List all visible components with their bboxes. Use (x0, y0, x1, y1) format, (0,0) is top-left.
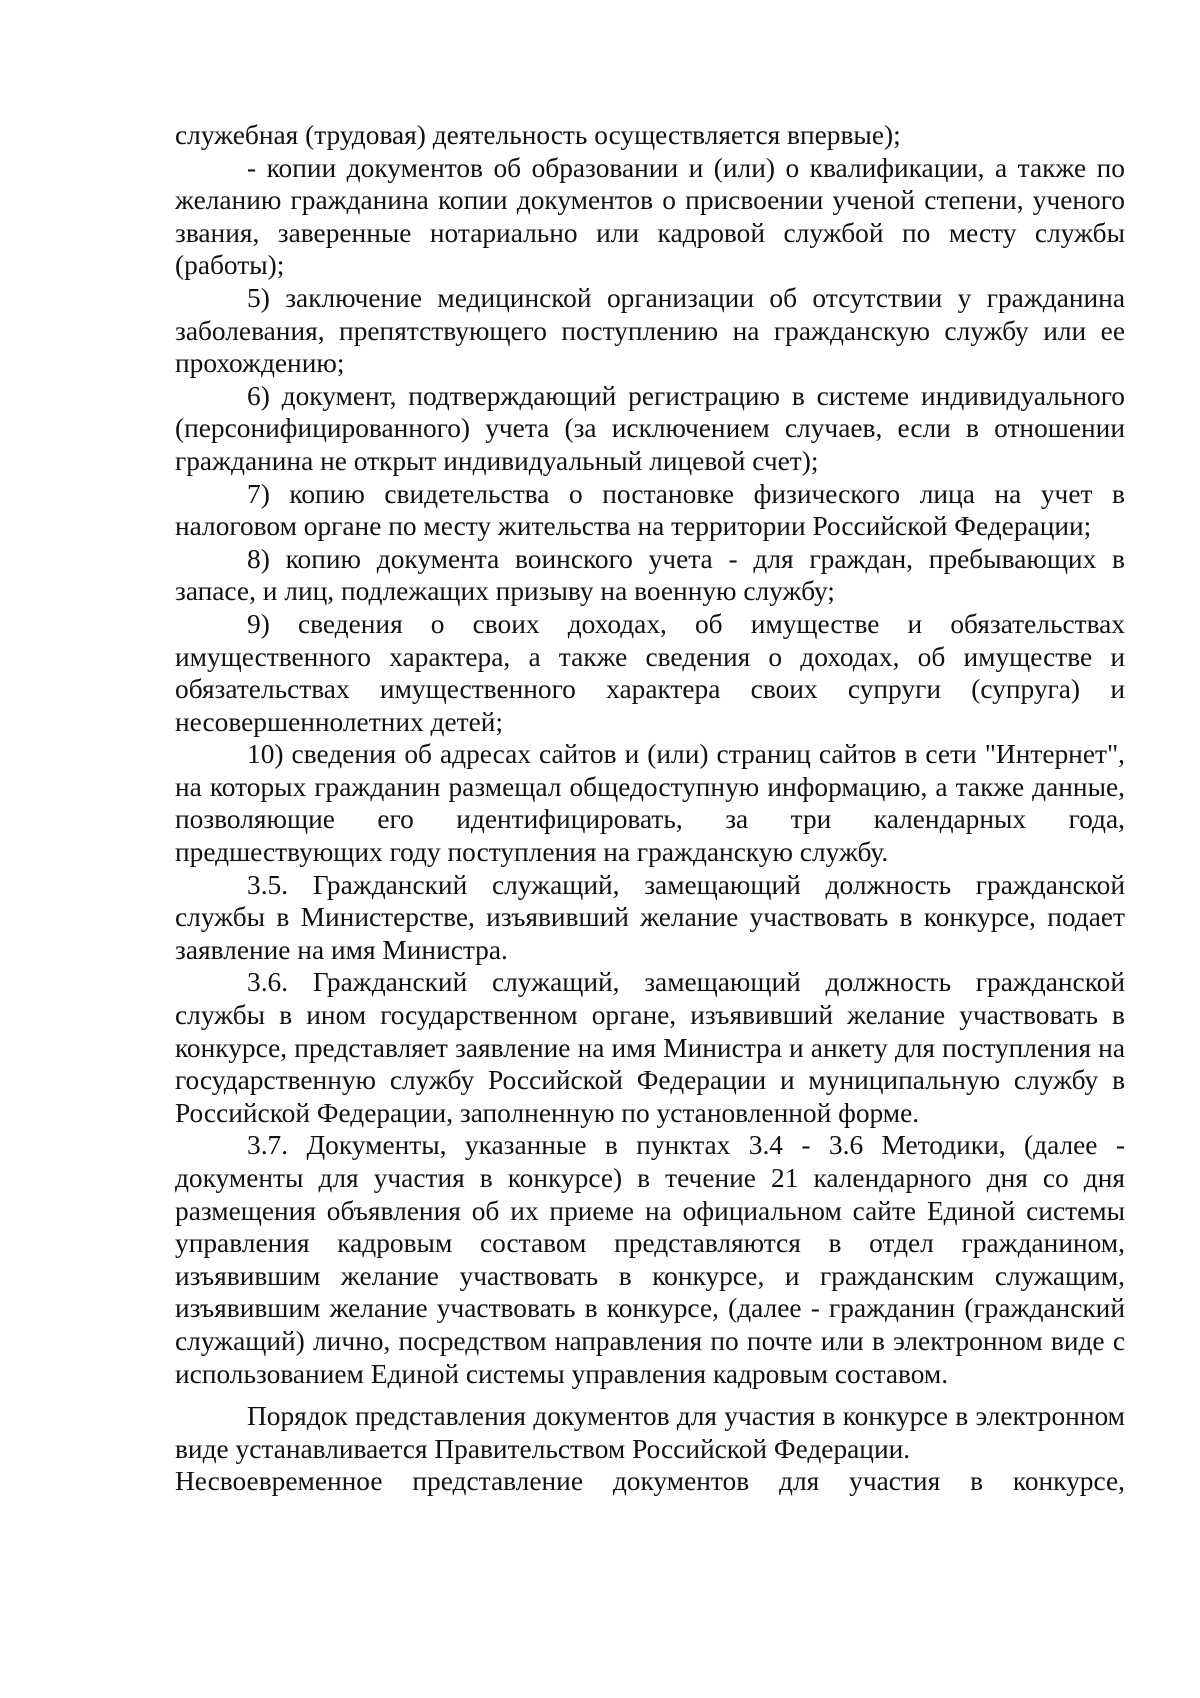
paragraph-item-6: 6) документ, подтверждающий регистрацию в системе индивидуального (персонифицированного) учета (за исключением случаев, если в отношении гражданина не открыт индивидуальный лицевой счет); (175, 380, 1125, 476)
paragraph-item-7: 7) копию свидетельства о постановке физического лица на учет в налоговом органе по месту жительства на территории Российской Федерации; (175, 478, 1125, 542)
paragraph-continuation: служебная (трудовая) деятельность осуществляется впервые); (175, 120, 901, 150)
paragraph-education-copies: - копии документов об образовании и (или) о квалификации, а также по желанию гражданина копии документов о присвоении ученой степени, ученого звания, заверенные нотариально или кадровой службой по месту службы (работы); (175, 152, 1125, 281)
paragraph-electronic-procedure: Порядок представления документов для участия в конкурсе в электронном виде устанавливается Правительством Российской Федерации. (175, 1401, 1125, 1464)
document-body (175, 119, 1125, 1498)
paragraph-item-10: 10) сведения об адресах сайтов и (или) страниц сайтов в сети "Интернет", на которых гражданин размещал общедоступную информацию, а также данные, позволяющие его идентифицировать, за три календарных года, предшествующих году поступления на гражданскую службу. (175, 739, 1125, 868)
paragraph-section-3-5: 3.5. Гражданский служащий, замещающий должность гражданской службы в Министерстве, изъявивший желание участвовать в конкурсе, подает заявление на имя Министра. (175, 869, 1125, 965)
paragraph-item-5: 5) заключение медицинской организации об отсутствии у гражданина заболевания, препятствующего поступлению на гражданскую службу или ее прохождению; (175, 282, 1125, 379)
paragraph-item-8: 8) копию документа воинского учета - для граждан, пребывающих в запасе, и лиц, подлежащих призыву на военную службу; (175, 543, 1125, 607)
paragraph-section-3-6: 3.6. Гражданский служащий, замещающий должность гражданской службы в ином государственном органе, изъявивший желание участвовать в конкурсе, представляет заявление на имя Министра и анкету для поступления на государственную службу Российской Федерации и муниципальную службу в Российской Федерации, заполненную по установленной форме. (175, 967, 1125, 1128)
paragraph-section-3-7: 3.7. Документы, указанные в пунктах 3.4 - 3.6 Методики, (далее - документы для участия в конкурсе) в течение 21 календарного дня со дня размещения объявления об их приеме на официальном сайте Единой системы управления кадровым составом представляются в отдел гражданином, изъявившим желание участвовать в конкурсе, и гражданским служащим, изъявившим желание участвовать в конкурсе, (далее - гражданин (гражданский служащий) лично, посредством направления по почте или в электронном виде с использованием Единой системы управления кадровым составом. (175, 1130, 1125, 1389)
paragraph-late-submission: Несвоевременное представление документов для участия в конкурсе, (175, 1466, 1125, 1497)
paragraph-item-9: 9) сведения о своих доходах, об имуществе и обязательствах имущественного характера, а также сведения о доходах, об имуществе и обязательствах имущественного характера своих супруги (супруга) и несовершеннолетних детей; (175, 608, 1125, 737)
